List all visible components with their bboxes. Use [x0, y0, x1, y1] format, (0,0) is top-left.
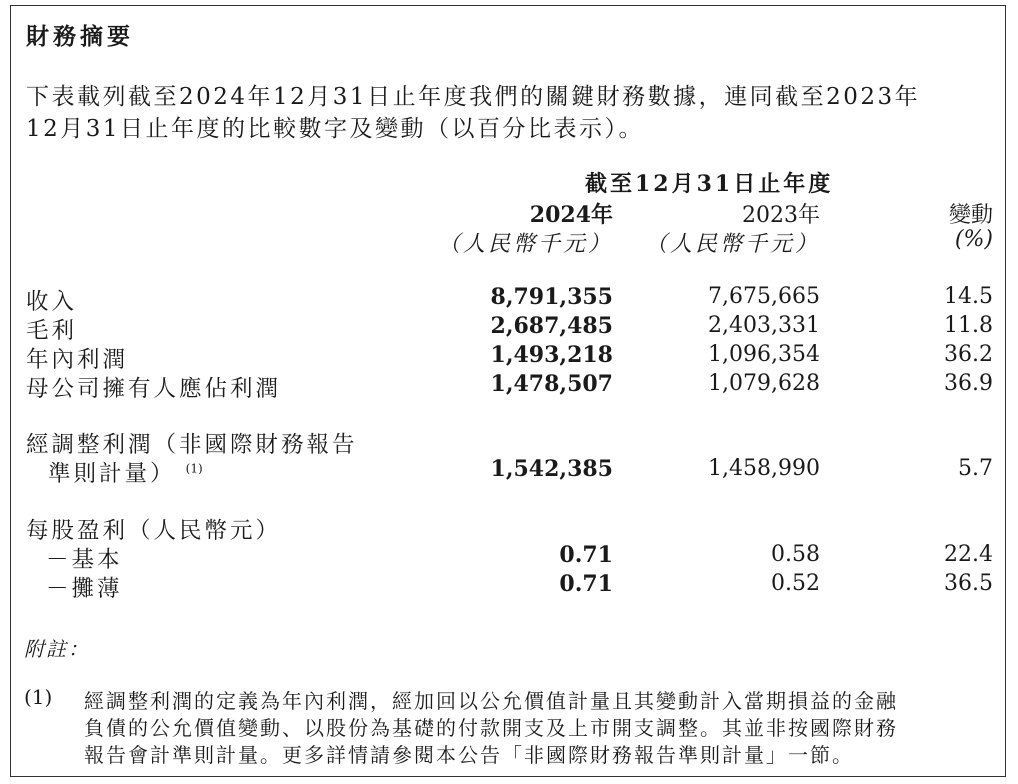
row-change: 36.2: [944, 342, 993, 367]
footnote-number: (1): [24, 685, 53, 709]
footnote-line-2: 負債的公允價值變動、以股份為基礎的付款開支及上市開支調整。其並非按國際財務: [84, 716, 898, 740]
row-value-2024: 8,791,355: [490, 284, 613, 310]
row-change: 36.9: [944, 371, 993, 396]
adjusted-change: 5.7: [958, 456, 993, 481]
row-value-2023: 1,079,628: [708, 371, 820, 396]
eps-diluted-2023: 0.52: [771, 571, 820, 596]
eps-basic-2023: 0.58: [771, 542, 820, 567]
adjusted-value-2024: 1,542,385: [490, 456, 613, 482]
eps-label: 每股盈利（人民幣元）: [26, 518, 282, 544]
footnote-marker: (1): [185, 461, 203, 476]
intro-line-1: 下表載列截至2024年12月31日止年度我們的關鍵財務數據，連同截至2023年: [26, 84, 921, 110]
col-change-header: 變動: [948, 203, 993, 228]
eps-basic-label: －基本: [46, 547, 123, 573]
row-value-2023: 7,675,665: [708, 284, 820, 309]
eps-diluted-2024: 0.71: [559, 571, 613, 597]
adjusted-value-2023: 1,458,990: [708, 456, 820, 481]
eps-diluted-change: 36.5: [944, 571, 993, 596]
col-2023-year: 2023年: [742, 203, 820, 228]
eps-basic-change: 22.4: [944, 542, 993, 567]
row-change: 11.8: [944, 313, 993, 338]
row-label: 年內利潤: [26, 347, 129, 373]
footnote-line-3: 報告會計準則計量。更多詳情請參閱本公告「非國際財務報告準則計量」一節。: [84, 743, 854, 767]
eps-diluted-label: －攤薄: [46, 576, 123, 602]
period-header: 截至12月31日止年度: [585, 171, 834, 197]
footnote-line-1: 經調整利潤的定義為年內利潤，經加回以公允價值計量且其變動計入當期損益的金融: [84, 689, 898, 713]
adjusted-label-text: 準則計量）: [48, 461, 176, 487]
row-value-2023: 1,096,354: [708, 342, 820, 367]
row-label: 毛利: [26, 318, 78, 344]
col-change-unit: (%): [954, 227, 993, 252]
row-label: 收入: [26, 289, 78, 315]
intro-line-2: 12月31日止年度的比較數字及變動（以百分比表示）。: [26, 116, 645, 142]
col-2024-year: 2024年: [529, 202, 613, 228]
adjusted-label-line-2: [48, 456, 203, 488]
eps-basic-2024: 0.71: [559, 542, 613, 568]
row-label: 母公司擁有人應佔利潤: [26, 376, 282, 402]
row-value-2024: 1,478,507: [490, 371, 613, 397]
col-2023-unit: （人民幣千元）: [644, 232, 820, 257]
row-value-2024: 2,687,485: [490, 313, 613, 339]
adjusted-label-line-1: 經調整利潤（非國際財務報告: [26, 432, 358, 458]
row-change: 14.5: [944, 284, 993, 309]
note-heading: 附註：: [24, 637, 90, 661]
row-value-2023: 2,403,331: [708, 313, 820, 338]
section-title: 財務摘要: [26, 23, 134, 50]
row-value-2024: 1,493,218: [490, 342, 613, 368]
col-2024-unit: （人民幣千元）: [437, 232, 613, 257]
